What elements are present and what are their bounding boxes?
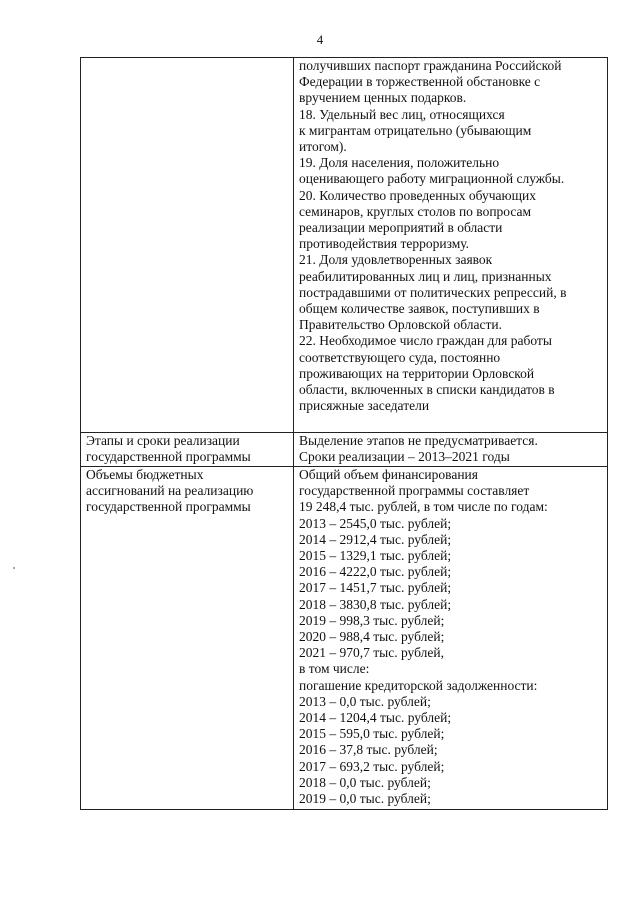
- text-line: 2015 – 1329,1 тыс. рублей;: [299, 548, 452, 564]
- row-content-cell: [294, 467, 608, 810]
- page-number: 4: [316, 32, 324, 47]
- text-line: 2017 – 1451,7 тыс. рублей;: [299, 580, 452, 596]
- text-line: оценивающего работу миграционной службы.: [299, 171, 565, 187]
- program-passport-table: [80, 57, 608, 810]
- text-line: Выделение этапов не предусматривается.: [299, 433, 538, 448]
- text-line: 2016 – 4222,0 тыс. рублей;: [299, 564, 452, 580]
- text-line: Правительство Орловской области.: [299, 317, 502, 333]
- text-line: соответствующего суда, постоянно: [299, 349, 501, 365]
- row-label-cell: [81, 467, 294, 810]
- text-line: государственной программы: [86, 449, 251, 465]
- text-line: общем количестве заявок, поступивших в: [299, 301, 540, 317]
- text-line: семинаров, круглых столов по вопросам: [299, 203, 532, 219]
- text-line: 2016 – 37,8 тыс. рублей;: [299, 742, 438, 758]
- text-line: 2019 – 0,0 тыс. рублей;: [299, 791, 431, 807]
- text-line: 2017 – 693,2 тыс. рублей;: [299, 758, 445, 774]
- row-label-cell: [81, 58, 294, 433]
- text-line: итогом).: [299, 139, 347, 155]
- text-line: 2014 – 2912,4 тыс. рублей;: [299, 531, 452, 547]
- text-line: 21. Доля удовлетворенных заявок: [299, 252, 493, 268]
- text-line: 2014 – 1204,4 тыс. рублей;: [299, 710, 452, 726]
- text-line: 19. Доля населения, положительно: [299, 155, 500, 171]
- text-line: 2013 – 2545,0 тыс. рублей;: [299, 515, 452, 531]
- text-line: вручением ценных подарков.: [299, 90, 467, 106]
- row-content-cell: [294, 58, 608, 433]
- text-line: реализации мероприятий в области: [299, 220, 503, 236]
- text-line: 2015 – 595,0 тыс. рублей;: [299, 726, 445, 742]
- text-line: 19 248,4 тыс. рублей, в том числе по годам:: [299, 499, 548, 515]
- row-label-cell: [81, 433, 294, 467]
- row-content-cell: [294, 433, 608, 467]
- text-line: области, включенных в списки кандидатов в: [299, 382, 555, 398]
- text-line: пострадавшими от политических репрессий, в: [299, 284, 567, 300]
- text-line: 20. Количество проведенных обучающих: [299, 187, 536, 203]
- text-line: погашение кредиторской задолженности:: [299, 677, 538, 693]
- table-row-indicators: [81, 58, 608, 433]
- text-line: государственной программы составляет: [299, 483, 530, 499]
- text-line: в том числе:: [299, 661, 370, 677]
- text-line: 2013 – 0,0 тыс. рублей;: [299, 693, 431, 709]
- text-line: 2018 – 0,0 тыс. рублей;: [299, 774, 431, 790]
- text-line: 2021 – 970,7 тыс. рублей,: [299, 645, 444, 661]
- text-line: реабилитированных лиц и лиц, признанных: [299, 268, 552, 284]
- text-line: 22. Необходимое число граждан для работы: [299, 333, 552, 349]
- text-line: противодействия терроризму.: [299, 236, 470, 252]
- text-line: получивших паспорт гражданина Российской: [299, 58, 562, 73]
- text-line: 18. Удельный вес лиц, относящихся: [299, 106, 505, 122]
- text-line: 2020 – 988,4 тыс. рублей;: [299, 629, 445, 645]
- text-line: Этапы и сроки реализации: [86, 433, 240, 448]
- table-row-stages: [81, 433, 608, 467]
- text-line: государственной программы: [86, 499, 251, 515]
- text-line: ассигнований на реализацию: [86, 483, 254, 499]
- text-line: 2019 – 998,3 тыс. рублей;: [299, 612, 445, 628]
- table-row-budget: [81, 467, 608, 810]
- text-line: проживающих на территории Орловской: [299, 365, 535, 381]
- text-line: Объемы бюджетных: [86, 467, 204, 482]
- text-line: Сроки реализации – 2013–2021 годы: [299, 449, 510, 465]
- text-line: Федерации в торжественной обстановке с: [299, 74, 541, 90]
- text-line: к мигрантам отрицательно (убывающим: [299, 122, 532, 138]
- text-line: Общий объем финансирования: [299, 467, 478, 482]
- text-line: 2018 – 3830,8 тыс. рублей;: [299, 596, 452, 612]
- scan-speck: [13, 567, 15, 569]
- text-line: присяжные заседатели: [299, 398, 430, 414]
